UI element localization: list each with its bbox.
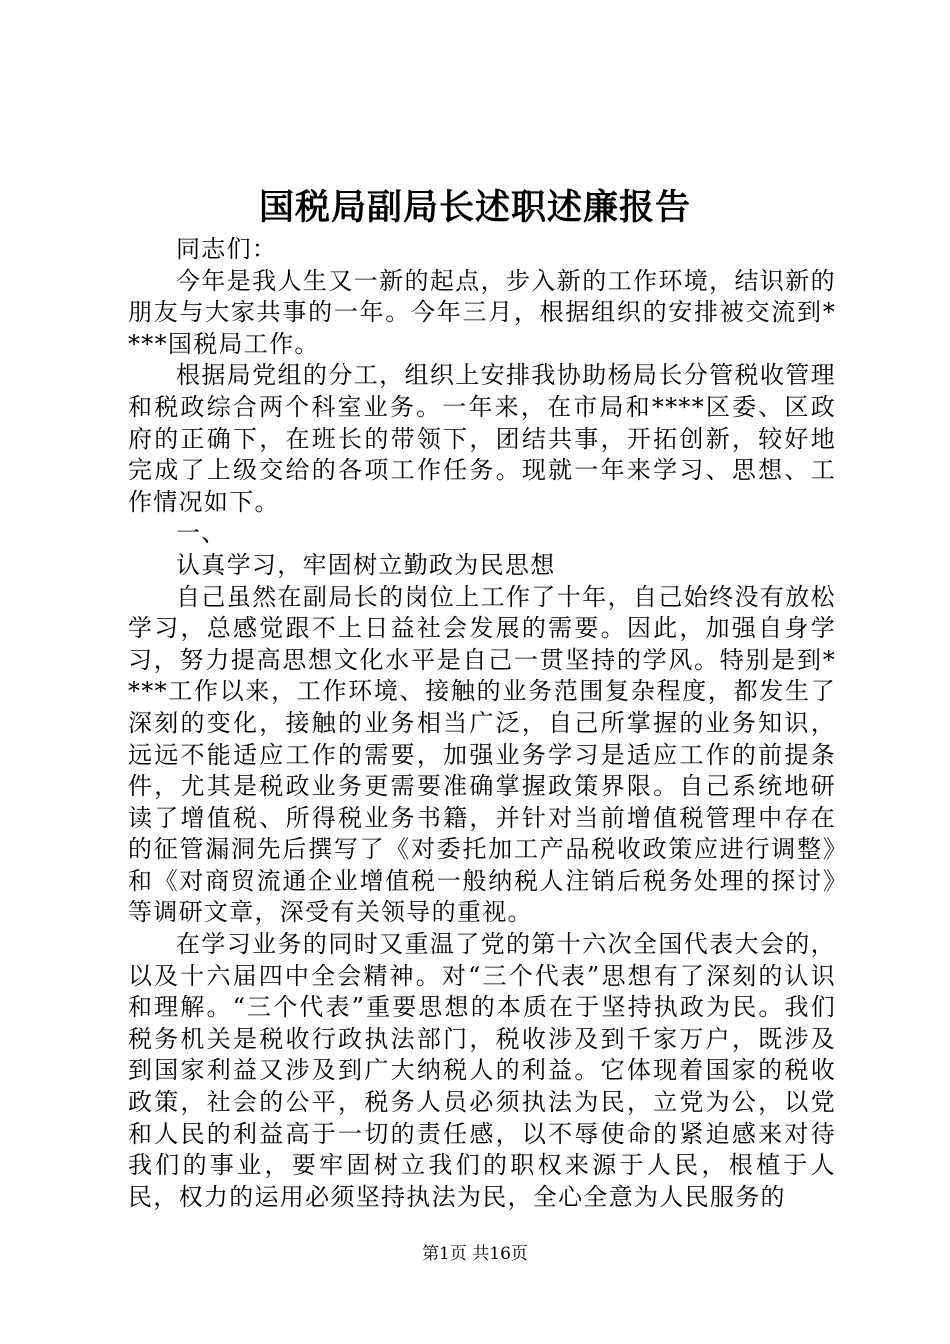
section-heading: 认真学习，牢固树立勤政为民思想	[176, 550, 556, 579]
paragraph-ideology: 在学习业务的同时又重温了党的第十六次全国代表大会的，以及十六届四中全会精神。对“三个代表”思想有了深刻的认识和理解。“三个代表”重要思想的本质在于坚持执政为民。我们税务机关是税收行政执法部门，税收涉及到千家万户，既涉及到国家利益又涉及到广大纳税人的利益。它体现着国家的税收政策，社会的公平，税务人员必须执法为民，立党为公，以党和人民的利益高于一切的责任感，以不辱使命的紧迫感来对待我们的事业，要牢固树立我们的职权来源于人民，根植于人民，权力的运用必须坚持执法为民，全心全意为人民服务的	[128, 930, 836, 1211]
paragraph-study: 自己虽然在副局长的岗位上工作了十年，自己始终没有放松学习，总感觉跟不上日益社会发展的需要。因此，加强自身学习，努力提高思想文化水平是自己一贯坚持的学风。特别是到****工作以来，工作环境、接触的业务范围复杂程度，都发生了深刻的变化，接触的业务相当广泛，自己所掌握的业务知识，远远不能适应工作的需要，加强业务学习是适应工作的前提条件，尤其是税政业务更需要准确掌握政策界限。自己系统地研读了增值税、所得税业务书籍，并针对当前增值税管理中存在的征管漏洞先后撰写了《对委托加工产品税收政策应进行调整》和《对商贸流通企业增值税一般纳税人注销后税务处理的探讨》等调研文章，深受有关领导的重视。	[128, 582, 836, 927]
page-indicator: 第1页 共16页	[422, 1244, 528, 1264]
paragraph-intro: 今年是我人生又一新的起点，步入新的工作环境，结识新的朋友与大家共事的一年。今年三月，根据组织的安排被交流到****国税局工作。	[128, 266, 836, 358]
document-title: 国税局副局长述职述廉报告	[258, 187, 691, 228]
paragraph-salutation: 同志们：	[176, 235, 278, 263]
document-body	[128, 234, 836, 1213]
paragraph-duties: 根据局党组的分工，组织上安排我协助杨局长分管税收管理和税政综合两个科室业务。一年来，在市局和****区委、区政府的正确下，在班长的带领下，团结共事，开拓创新，较好地完成了上级交给的各项工作任务。现就一年来学习、思想、工作情况如下。	[128, 361, 836, 516]
section-number: 一、	[176, 519, 227, 548]
